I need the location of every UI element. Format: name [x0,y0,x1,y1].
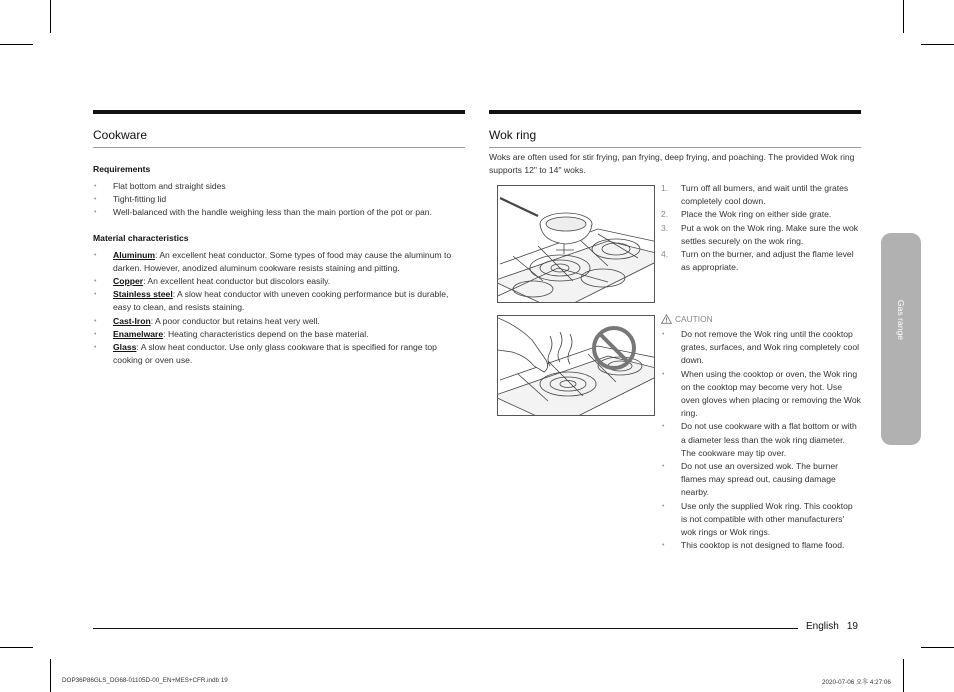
list-item [93,275,465,288]
step-item: 3. Put a wok on the Wok ring. Make sure the wok settles securely on the wok ring. [661,222,859,246]
crop-mark [50,0,51,33]
requirements-list [93,180,465,220]
section-title: Cookware [93,114,465,148]
steps-list [661,182,861,274]
page-number: 19 [846,621,858,632]
list-item [93,315,465,328]
list-item: • Do not use an oversized wok. The burner flames may spread out, causing damage nearby. [661,460,861,500]
wok-on-ring-illustration [497,185,655,303]
hot-ring-warning-illustration [497,315,655,416]
material-term: Glass [113,342,137,353]
print-slug-file: DOP36P86GLS_DG68-01105D-00_EN+MES+CFR.indb 19 [62,677,228,684]
list-item [93,328,465,341]
material-term: Aluminum [113,249,156,260]
list-item: • When using the cooktop or oven, the Wok ring on the cooktop may become very hot. Use oven gloves when placing or removing the Wok ring. [661,368,861,421]
print-slug-date: 2020-07-06 오후 4:27:06 [822,679,891,686]
material-desc: : A slow heat conductor with uneven cooking performance but is durable, easy to clean, and resists staining. [113,289,449,313]
step-item: 1. Turn off all burners, and wait until the grates completely cool down. [661,183,849,207]
list-item: • Well-balanced with the handle weighing less than the main portion of the pot or pan. [93,206,465,219]
material-desc: : A poor conductor but retains heat very well. [150,315,320,326]
page-footer [806,621,858,632]
materials-heading: Material characteristics [93,232,189,243]
warning-triangle-icon [661,314,672,324]
side-tab-label: Gas range [896,299,906,341]
material-term: Cast-Iron [113,315,151,326]
crop-mark [903,0,904,33]
list-item [93,341,465,367]
crop-mark [921,44,954,45]
step-item: 4. Turn on the burner, and adjust the flame level as appropriate. [661,249,854,273]
list-item: • Do not remove the Wok ring until the cooktop grates, surfaces, and Wok ring completely cool down. [661,328,861,368]
section-title: Wok ring [489,114,861,148]
caution-header [661,314,861,324]
caution-list [661,328,861,552]
list-item [93,288,465,314]
crop-mark [0,647,33,648]
crop-mark [50,659,51,692]
crop-mark [921,647,954,648]
caution-block [661,314,861,552]
cookware-section [93,110,465,367]
material-desc: : A slow heat conductor. Use only glass cookware that is specified for range top cooking or oven use. [113,342,437,366]
material-desc: : Heating characteristics depend on the base material. [163,328,369,339]
list-item: • This cooktop is not designed to flame food. [661,539,861,552]
chapter-side-tab [881,233,921,445]
wok-ring-section [489,110,861,177]
material-desc: : An excellent heat conductor. Some types of food may cause the aluminum to darken. However, anodized aluminum cookware resists staining and pitting. [113,249,452,273]
list-item: • Do not use cookware with a flat bottom or with a diameter less than the wok ring diameter. The cookware may tip over. [661,420,861,460]
materials-list [93,249,465,368]
material-desc: : An excellent heat conductor but discolors easily. [143,276,331,287]
material-term: Copper [113,276,144,287]
footer-language: English [806,621,839,632]
wok-illustration-svg [498,186,654,302]
footer-rule [93,628,798,629]
requirements-heading: Requirements [93,164,151,174]
step-item: 2. Place the Wok ring on either side grate. [661,209,832,220]
list-item: • Flat bottom and straight sides [93,180,465,193]
list-item: • Tight-fitting lid [93,193,465,206]
wok-steps [661,182,861,274]
list-item: • Use only the supplied Wok ring. This cooktop is not compatible with other manufacturers' wok rings or Wok rings. [661,500,861,540]
wok-intro: Woks are often used for stir frying, pan frying, deep frying, and poaching. The provided Wok ring supports 12" to 14" woks. [489,152,855,176]
caution-label: CAUTION [675,314,713,324]
hot-ring-svg [498,316,654,415]
list-item [93,249,465,275]
material-term: Stainless steel [113,289,173,300]
material-term: Enamelware [113,328,164,339]
crop-mark [903,659,904,692]
crop-mark [0,44,33,45]
